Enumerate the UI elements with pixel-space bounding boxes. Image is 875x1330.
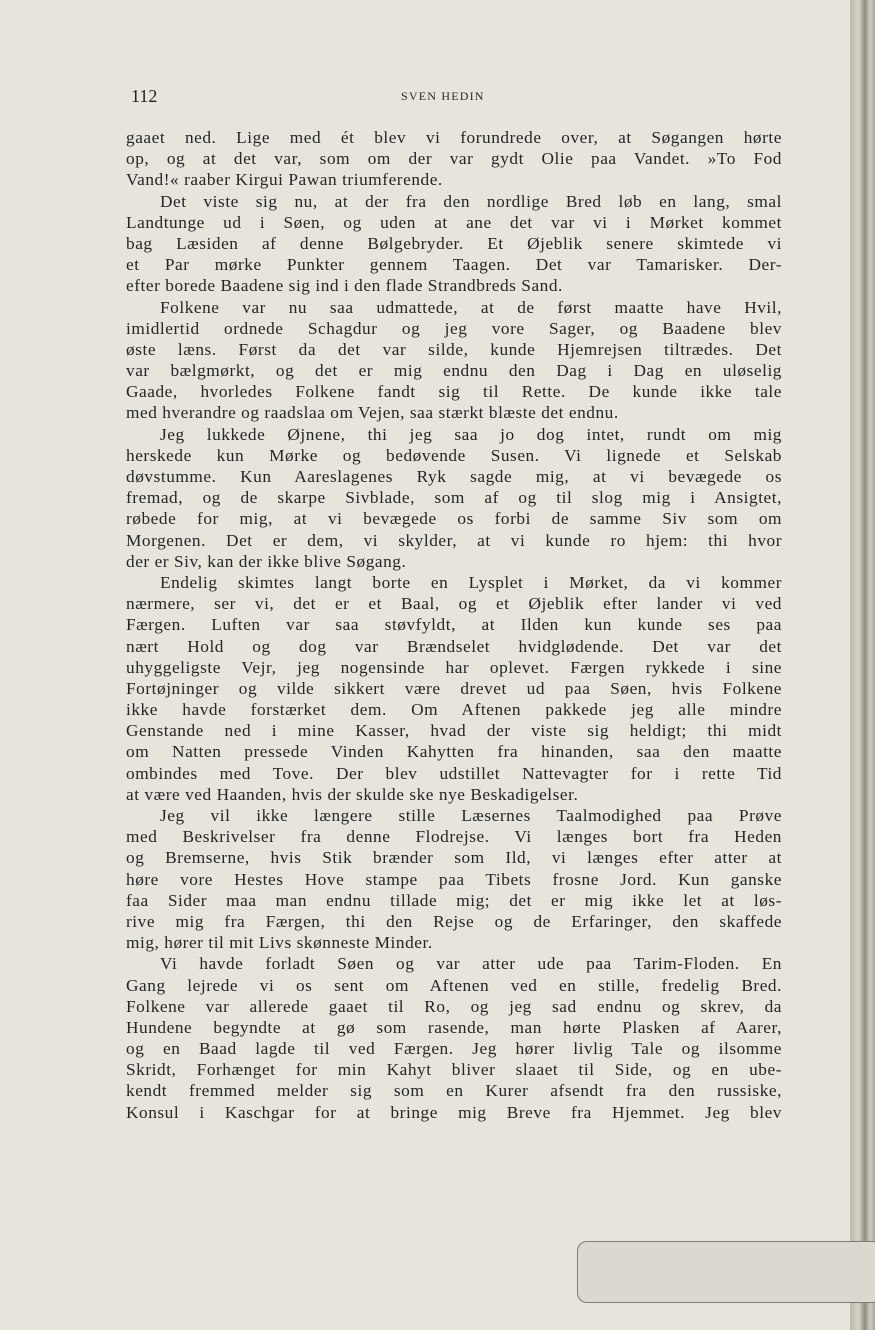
text-line: imidlertid ordnede Schagdur og jeg vore Sager, og Baadene blev (126, 318, 782, 338)
text-line: Genstande ned i mine Kasser, hvad der viste sig heldigt; thi midt (126, 721, 782, 741)
text-line: at være ved Haanden, hvis der skulde ske nye Beskadigelser. (126, 784, 579, 804)
text-line: nærmere, ser vi, det er et Baal, og et Øjeblik efter lander vi ved (126, 594, 782, 614)
text-line: efter borede Baadene sig ind i den flade Strandbreds Sand. (126, 276, 563, 296)
text-line: Vi havde forladt Søen og var atter ude paa Tarim-Floden. En (160, 954, 782, 974)
text-line: røbede for mig, at vi bevægede os forbi de samme Siv som om (126, 509, 782, 529)
text-line: Vand!« raaber Kirgui Pawan triumferende. (126, 170, 443, 190)
text-line: faa Sider maa man endnu tillade mig; det er mig ikke let at løs- (126, 890, 782, 910)
text-line: Jeg vil ikke længere stille Læsernes Taalmodighed paa Prøve (160, 806, 782, 825)
text-line: Konsul i Kaschgar for at bringe mig Breve fra Hjemmet. Jeg blev (126, 1102, 782, 1122)
text-line: Endelig skimtes langt borte en Lysplet i Mørket, da vi kommer (160, 572, 782, 592)
text-line: Det viste sig nu, at der fra den nordlige Bred løb en lang, smal (160, 191, 782, 211)
text-line: gaaet ned. Lige med ét blev vi forundrede over, at Søgangen hørte (126, 128, 782, 147)
text-line: Skridt, Forhænget for min Kahyt bliver slaaet til Side, og en ube- (126, 1060, 782, 1080)
text-line: øste læns. Først da det var silde, kunde Hjemrejsen tiltrædes. Det (126, 339, 782, 359)
text-line: var bælgmørkt, og det er mig endnu den Dag i Dag en uløselig (126, 361, 782, 381)
running-head: SVEN HEDIN (401, 89, 485, 103)
page-header (131, 86, 782, 106)
text-line: Hundene begyndte at gø som rasende, man hørte Plasken af Aarer, (126, 1017, 782, 1037)
text-line: ikke havde forstærket dem. Om Aftenen pakkede jeg alle mindre (126, 700, 782, 720)
book-spine-edge (850, 0, 875, 1330)
text-line: og en Baad lagde til ved Færgen. Jeg hører livlig Tale og ilsomme (126, 1039, 782, 1059)
body-text (126, 127, 782, 1123)
text-line: Gaade, hvorledes Folkene fandt sig til Rette. De kunde ikke tale (126, 382, 782, 402)
text-line: om Natten pressede Vinden Kahytten fra hinanden, saa den maatte (126, 742, 782, 762)
text-line: ombindes med Tove. Der blev udstillet Nattevagter for i rette Tid (126, 763, 782, 783)
text-line: Færgen. Luften var saa støvfyldt, at Ilden kun kunde ses paa (126, 615, 782, 635)
page-tab-marker (577, 1241, 875, 1303)
text-line: Morgenen. Det er dem, vi skylder, at vi kunde ro hjem: thi hvor (126, 530, 782, 550)
page-number: 112 (131, 86, 158, 106)
text-line: der er Siv, kan der ikke blive Søgang. (126, 551, 407, 571)
text-line: med hverandre og raadslaa om Vejen, saa stærkt blæste det endnu. (126, 403, 619, 423)
text-line: Folkene var nu saa udmattede, at de først maatte have Hvil, (160, 297, 782, 317)
text-line: Jeg lukkede Øjnene, thi jeg saa jo dog intet, rundt om mig (160, 424, 782, 444)
text-line: kendt fremmed melder sig som en Kurer afsendt fra den russiske, (126, 1081, 782, 1101)
text-line: høre vore Hestes Hove stampe paa Tibets frosne Jord. Kun ganske (126, 869, 782, 889)
text-line: bag Læsiden af denne Bølgebryder. Et Øjeblik senere skimtede vi (126, 233, 782, 253)
text-line: op, og at det var, som om der var gydt Olie paa Vandet. »To Fod (126, 149, 782, 169)
text-line: med Beskrivelser fra denne Flodrejse. Vi længes bort fra Heden (126, 827, 782, 847)
text-line: Fortøjninger og vilde sikkert være drevet ud paa Søen, hvis Folkene (126, 678, 782, 698)
text-line: Landtunge ud i Søen, og uden at ane det var vi i Mørket kommet (126, 212, 782, 232)
text-line: rive mig fra Færgen, thi den Rejse og de Erfaringer, den skaffede (126, 911, 782, 931)
text-line: et Par mørke Punkter gennem Taagen. Det var Tamarisker. Der- (126, 255, 782, 275)
text-line: Folkene var allerede gaaet til Ro, og jeg sad endnu og skrev, da (126, 996, 782, 1016)
text-line: døvstumme. Kun Aareslagenes Ryk sagde mig, at vi bevægede os (126, 467, 782, 486)
text-line: mig, hører til mit Livs skønneste Minder. (126, 933, 433, 953)
text-line: fremad, og de skarpe Sivblade, som af og til slog mig i Ansigtet, (126, 488, 782, 508)
text-line: uhyggeligste Vejr, jeg nogensinde har oplevet. Færgen rykkede i sine (126, 657, 782, 677)
text-line: nært Hold og dog var Brændselet hvidglødende. Det var det (126, 636, 782, 656)
text-line: Gang lejrede vi os sent om Aftenen ved en stille, fredelig Bred. (126, 975, 782, 995)
text-line: herskede kun Mørke og bedøvende Susen. Vi lignede et Selskab (126, 445, 782, 465)
text-line: og Bremserne, hvis Stik brænder som Ild, vi længes efter atter at (126, 848, 782, 868)
